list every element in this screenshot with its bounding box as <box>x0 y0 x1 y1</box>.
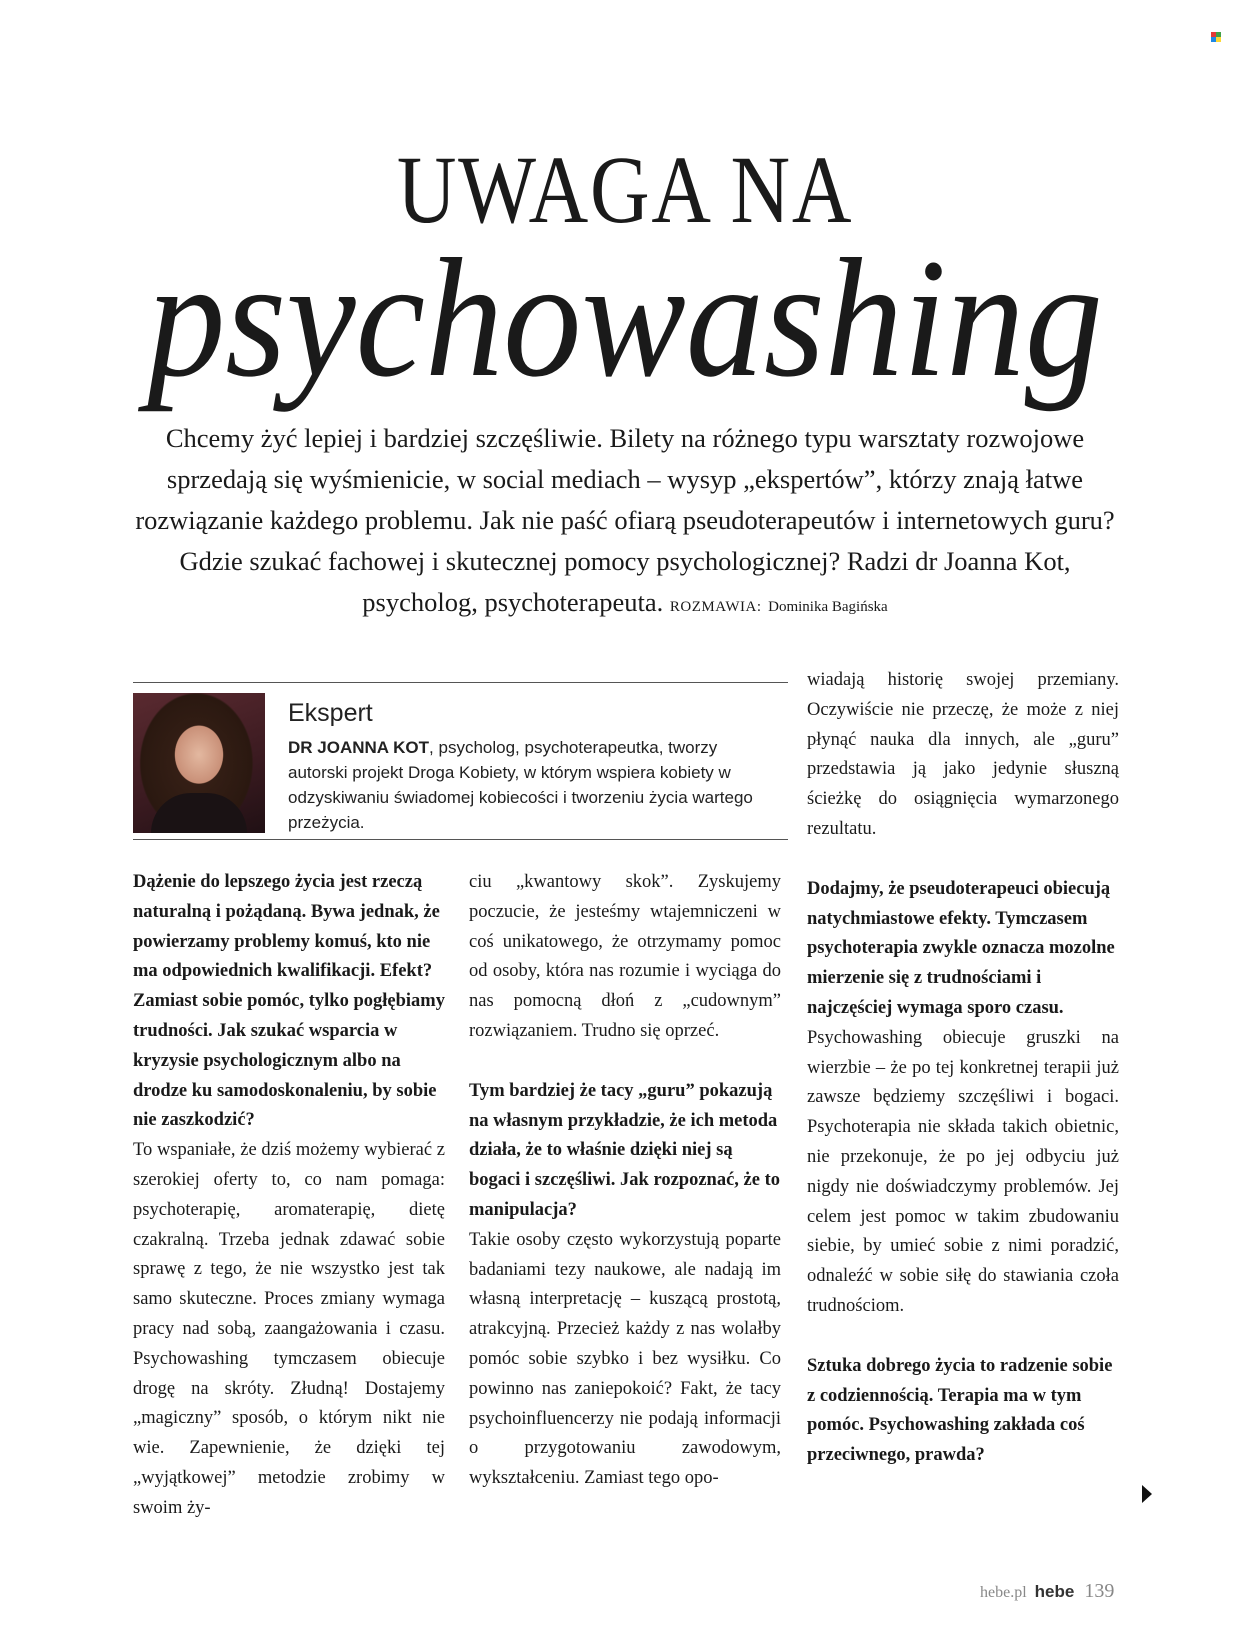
answer-2: Takie osoby często wykorzystują poparte badaniami tezy naukowe, ale nadają im własną interpretację – kuszącą prostotą, atrakcyjną. Przecież każdy z nas wolałby pomóc sobie szybko i bez wysiłku. Co powinno nas zaniepokoić? Fakt, że tacy psychoinfluencerzy nie podają informacji o przygotowaniu zawodowym, wykształceniu. Zamiast tego opo- <box>469 1229 781 1489</box>
column-2 <box>469 868 781 1494</box>
page-number: 139 <box>1084 1580 1115 1602</box>
expert-bio <box>288 735 758 835</box>
answer-3: Psychowashing obiecuje gruszki na wierzbie – że po tej konkretnej terapii już zawsze będziemy szczęśliwi i bogaci. Psychoterapia nie składa takich obietnic, nie przekonuje, że po jej odbyciu już nigdy nie doświadczymy problemów. Jej celem jest pomoc w takim zbudowaniu siebie, by umieć sobie z nimi poradzić, odnaleźć w sobie siłę do stawiania czoła trudnościom. <box>807 1027 1119 1316</box>
expert-photo <box>133 693 265 833</box>
continue-arrow-icon <box>1142 1485 1152 1503</box>
expert-description: , psycholog, psychoterapeutka, tworzy autorski projekt Droga Kobiety, w którym wspiera kobiety w odzyskiwaniu świadomej kobiecości i tworzeniu życia wartego przeżycia. <box>288 738 753 832</box>
credit-name: Dominika Bagińska <box>768 599 888 615</box>
column-3 <box>807 666 1119 1471</box>
column-1 <box>133 868 445 1524</box>
title-line2: psychowashing <box>147 224 1103 412</box>
page-footer <box>980 1580 1114 1603</box>
expert-heading: Ekspert <box>288 699 373 727</box>
expert-name: DR JOANNA KOT <box>288 738 430 757</box>
question-2: Tym bardziej że tacy „guru” pokazują na własnym przykładzie, że ich metoda działa, że to właśnie dzięki niej są bogaci i szczęśliwi. Jak rozpoznać, że to manipulacja? <box>469 1080 781 1220</box>
question-1: Dążenie do lepszego życia jest rzeczą naturalną i pożądaną. Bywa jednak, że powierzamy problemy komuś, kto nie ma odpowiednich kwalifikacji. Efekt? Zamiast sobie pomóc, tylko pogłębiamy trudności. Jak szukać wsparcia w kryzysie psychologicznym albo na drodze ku samodoskonaleniu, by sobie nie zaszkodzić? <box>133 872 445 1131</box>
expert-box <box>133 682 788 840</box>
lead-text: Chcemy żyć lepiej i bardziej szczęśliwie. Bilety na różnego typu warsztaty rozwojowe sprzedają się wyśmienicie, w social mediach – wysyp „ekspertów”, którzy znają łatwe rozwiązanie każdego problemu. Jak nie paść ofiarą pseudoterapeutów i internetowych guru? Gdzie szukać fachowej i skutecznej pomocy psychologicznej? Radzi dr Joanna Kot, psycholog, psychoterapeuta. <box>135 423 1115 617</box>
title-line1: UWAGA NA <box>396 136 854 243</box>
corner-color-mark <box>1211 32 1221 42</box>
footer-brand-logo: hebe <box>1034 1582 1075 1601</box>
answer-1-continued: ciu „kwantowy skok”. Zyskujemy poczucie, że jesteśmy wtajemniczeni w coś unikatowego, że otrzymamy pomoc od osoby, która nas rozumie i wyciąga do nas pomocną dłoń z „cudownym” rozwiązaniem. Trudno się oprzeć. <box>469 872 781 1041</box>
footer-site: hebe.pl <box>980 1584 1027 1601</box>
answer-1: To wspaniałe, że dziś możemy wybierać z szerokiej oferty to, co nam pomaga: psychoterapię, aromaterapię, dietę czakralną. Trzeba jednak zdawać sobie sprawę z tego, że nie wszystko jest tak samo skuteczne. Proces zmiany wymaga pracy nad sobą, zaangażowania i czasu. Psychowashing tymczasem obiecuje drogę na skróty. Złudną! Dostajemy „magiczny” sposób, o którym nikt nie wie. Zapewnienie, że dzięki tej „wyjątkowej” metodzie zrobimy w swoim ży- <box>133 1140 445 1518</box>
question-4: Sztuka dobrego życia to radzenie sobie z codziennością. Terapia ma w tym pomóc. Psychowashing zakłada coś przeciwnego, prawda? <box>807 1355 1113 1466</box>
answer-2-continued: wiadają historię swojej przemiany. Oczywiście nie przeczę, że może z niej płynąć nauka dla innych, ale „guru” przedstawia ją jako jedynie słuszną ścieżkę do osiągnięcia wymarzonego rezultatu. <box>807 670 1119 839</box>
question-3: Dodajmy, że pseudoterapeuci obiecują natychmiastowe efekty. Tymczasem psychoterapia zwykle oznacza mozolne mierzenie się z trudnościami i najczęściej wymaga sporo czasu. <box>807 878 1115 1018</box>
credit-label: ROZMAWIA: <box>669 599 762 615</box>
lead-paragraph <box>125 418 1125 628</box>
